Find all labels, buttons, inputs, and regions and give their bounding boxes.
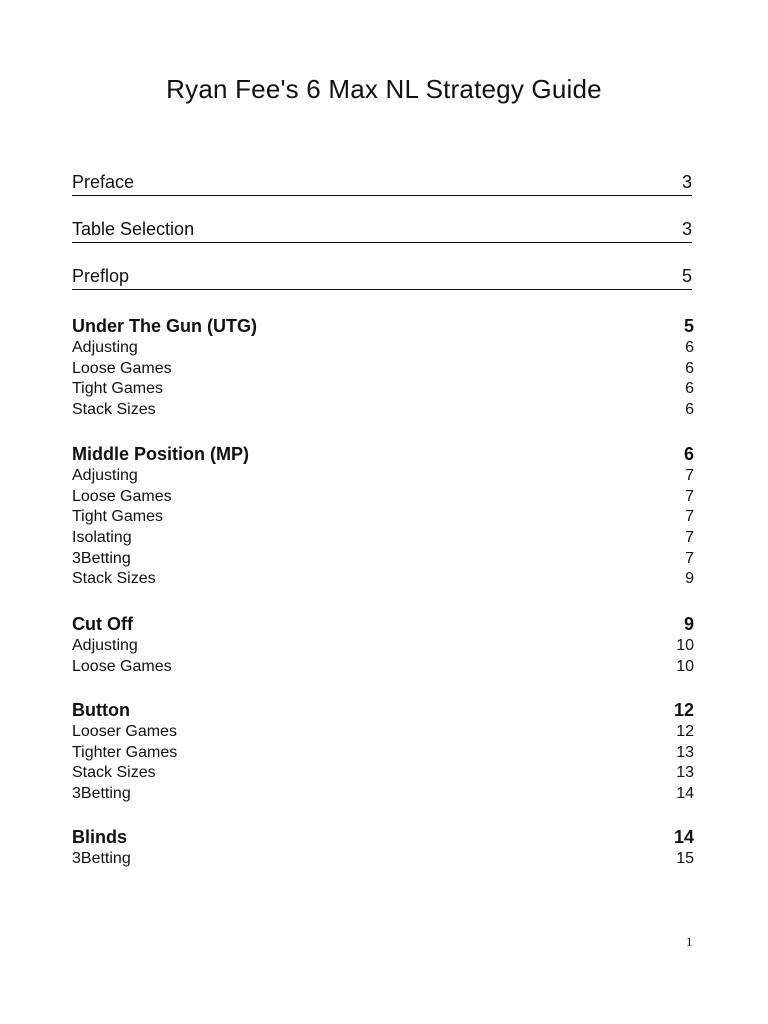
section-heading-label: Blinds <box>72 827 128 847</box>
toc-entry-table-selection <box>72 218 692 243</box>
section-heading-page: 5 <box>683 316 694 336</box>
subentry-label: 3Betting <box>72 549 131 567</box>
toc-entry-page: 3 <box>681 219 692 239</box>
toc-subentry <box>72 763 694 784</box>
subentry-page: 13 <box>676 743 694 761</box>
toc-section-blinds <box>72 825 694 870</box>
toc-subentry <box>72 400 694 421</box>
toc-section-button <box>72 698 694 805</box>
subentry-label: Loose Games <box>72 359 172 377</box>
subentry-page: 7 <box>685 508 694 526</box>
section-heading <box>72 825 694 849</box>
subentry-label: Tighter Games <box>72 743 178 761</box>
subentry-label: Stack Sizes <box>72 764 156 782</box>
toc-entry-page: 5 <box>681 266 692 286</box>
toc-subentry <box>72 379 694 400</box>
subentry-label: Tight Games <box>72 508 163 526</box>
subentry-page: 7 <box>685 549 694 567</box>
subentry-label: 3Betting <box>72 850 131 867</box>
subentry-page: 12 <box>676 723 694 740</box>
subentry-label: Loose Games <box>72 487 172 505</box>
subentry-page: 7 <box>685 467 694 484</box>
toc-subentry <box>72 657 694 678</box>
section-heading <box>72 698 694 722</box>
section-heading-page: 14 <box>673 827 694 847</box>
section-heading-label: Button <box>72 700 130 720</box>
section-heading-page: 9 <box>683 614 694 634</box>
toc-subentry <box>72 359 694 380</box>
toc-subentry <box>72 507 694 528</box>
section-heading <box>72 612 694 636</box>
subentry-label: 3Betting <box>72 785 131 803</box>
section-heading-page: 12 <box>673 700 694 720</box>
toc-entry-label: Preflop <box>72 266 130 286</box>
subentry-page: 6 <box>685 380 694 398</box>
toc-subentry <box>72 487 694 508</box>
toc-entry-label: Preface <box>72 172 135 192</box>
subentry-page: 13 <box>676 764 694 782</box>
subentry-page: 7 <box>685 529 694 547</box>
subentry-page: 6 <box>685 401 694 419</box>
toc-subentry <box>72 466 694 487</box>
subentry-label: Tight Games <box>72 380 163 398</box>
toc-subentry <box>72 549 694 570</box>
toc-subentry <box>72 743 694 764</box>
section-heading <box>72 442 694 466</box>
section-heading-label: Cut Off <box>72 614 133 634</box>
page-number: 1 <box>686 934 693 949</box>
subentry-page: 14 <box>676 785 694 803</box>
toc-subentry <box>72 722 694 743</box>
toc-entry-page: 3 <box>681 172 692 192</box>
section-heading-label: Middle Position (MP) <box>72 444 249 464</box>
toc-section-mp <box>72 442 694 590</box>
subentry-page: 6 <box>685 339 694 356</box>
toc-subentry <box>72 528 694 549</box>
subentry-page: 6 <box>685 359 694 377</box>
subentry-label: Isolating <box>72 529 132 547</box>
toc-subentry <box>72 784 694 805</box>
toc-entry-preflop <box>72 265 692 290</box>
section-heading-page: 6 <box>683 444 694 464</box>
toc-entry-preface <box>72 171 692 196</box>
toc-subentry <box>72 636 694 657</box>
subentry-page: 10 <box>676 637 694 654</box>
section-heading-label: Under The Gun (UTG) <box>72 316 257 336</box>
subentry-page: 9 <box>685 570 694 588</box>
toc-subentry <box>72 569 694 590</box>
toc-subentry <box>72 849 694 870</box>
subentry-label: Stack Sizes <box>72 401 156 419</box>
subentry-label: Adjusting <box>72 637 138 654</box>
subentry-page: 10 <box>676 657 694 675</box>
subentry-label: Adjusting <box>72 339 138 356</box>
toc-subentry <box>72 338 694 359</box>
toc-section-cut-off <box>72 612 694 677</box>
toc-section-utg <box>72 314 694 421</box>
document-title: Ryan Fee's 6 Max NL Strategy Guide <box>166 74 602 104</box>
subentry-page: 7 <box>685 487 694 505</box>
toc-entry-label: Table Selection <box>72 219 195 239</box>
subentry-label: Loose Games <box>72 657 172 675</box>
subentry-page: 15 <box>676 850 694 867</box>
section-heading <box>72 314 694 338</box>
subentry-label: Stack Sizes <box>72 570 156 588</box>
subentry-label: Adjusting <box>72 467 138 484</box>
subentry-label: Looser Games <box>72 723 177 740</box>
